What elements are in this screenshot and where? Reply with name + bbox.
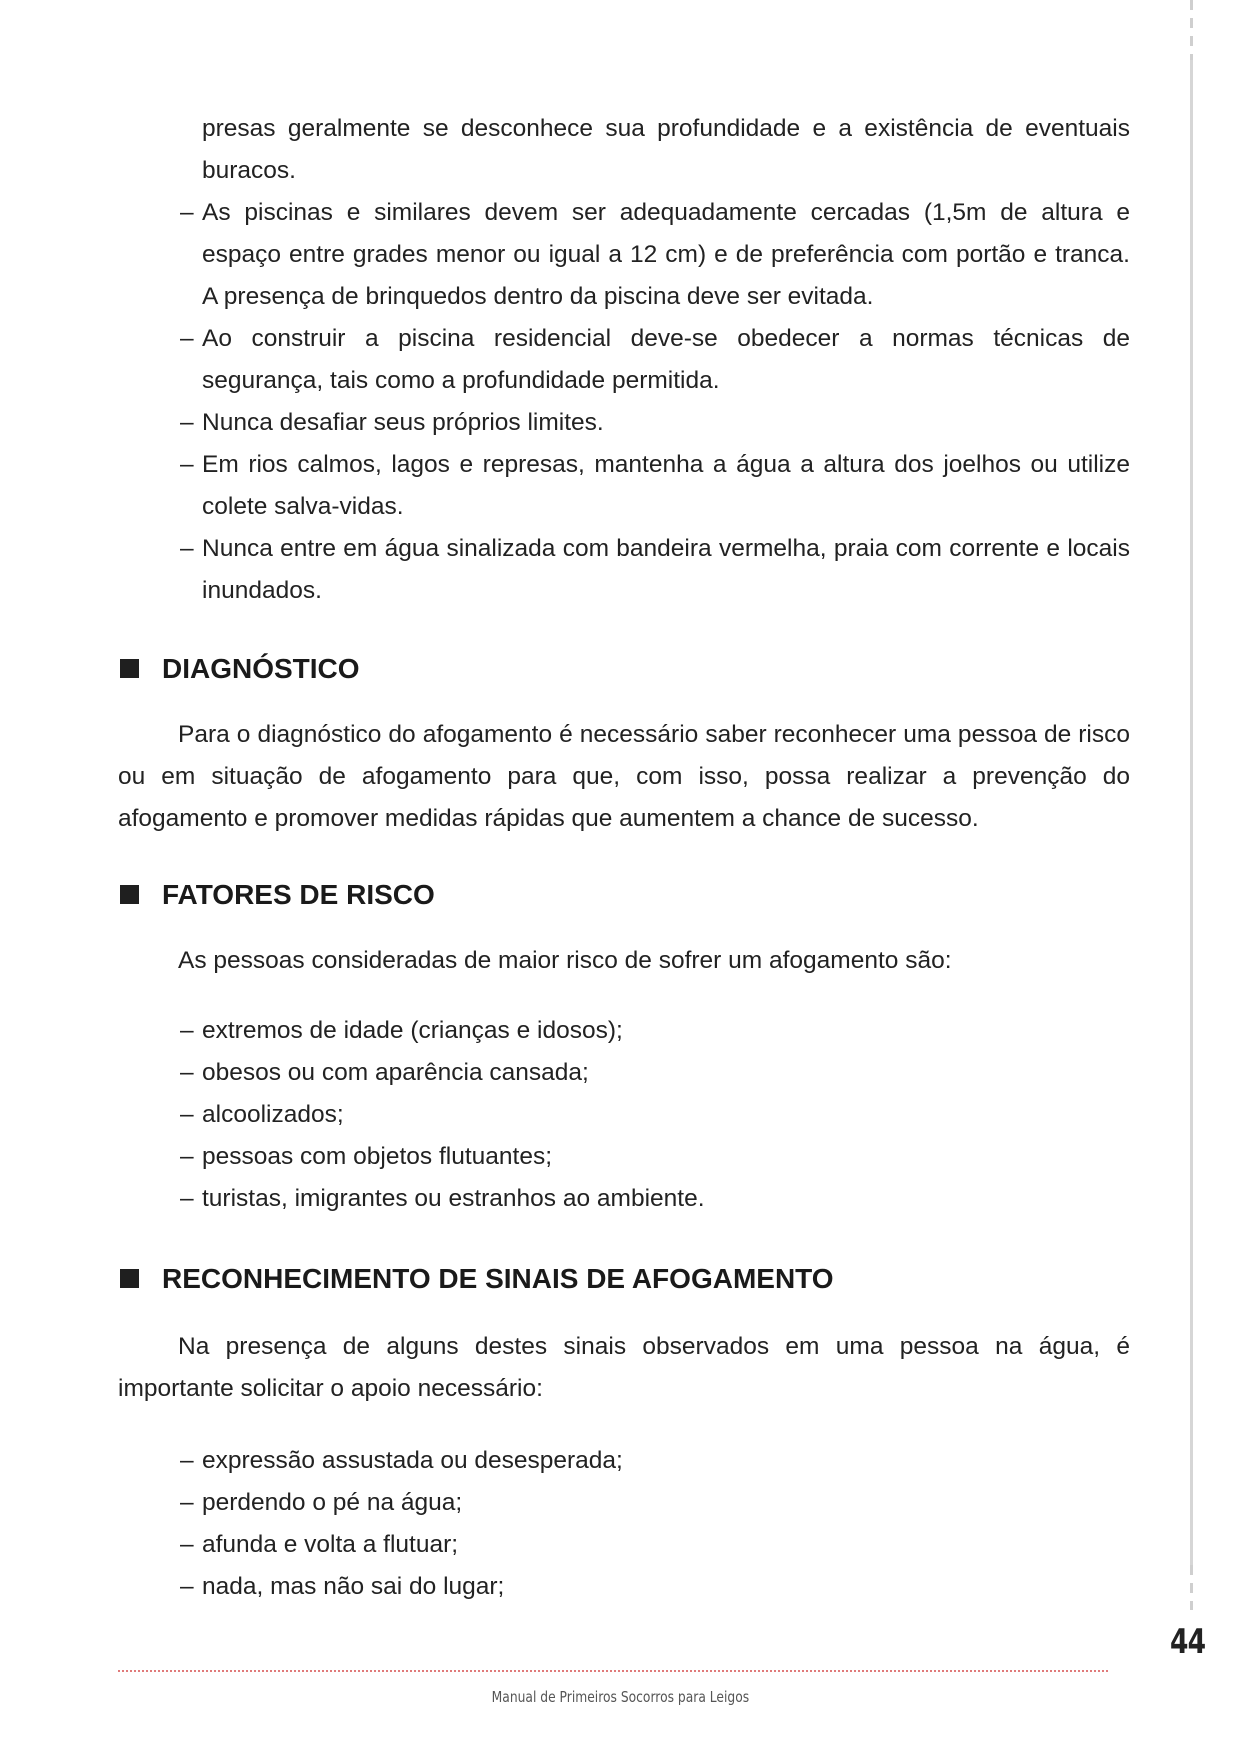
list-item-text: alcoolizados; [202,1101,344,1128]
list-item [118,318,1130,402]
list-item [118,1566,1130,1608]
section-heading-diagnostico [118,648,1130,690]
diagnostico-paragraph: Para o diagnóstico do afogamento é necessário saber reconhecer uma pessoa de risco ou em situação de afogamento para que, com isso, possa realizar a prevenção do afogamento e promover medidas rápidas que aumentem a chance de sucesso. [118,721,1130,832]
heading-text: RECONHECIMENTO DE SINAIS DE AFOGAMENTO [162,1263,834,1294]
margin-rule-top [1190,0,1193,60]
list-dash: – [180,409,194,436]
list-dash: – [180,451,194,478]
heading-text: FATORES DE RISCO [162,879,435,910]
fatores-paragraph: As pessoas consideradas de maior risco de sofrer um afogamento são: [178,947,952,974]
warning-signs-list [118,1440,1130,1608]
list-dash: – [180,1017,194,1044]
list-item-text: Nunca desafiar seus próprios limites. [202,409,604,436]
list-dash: – [180,1573,194,1600]
list-dash: – [180,1143,194,1170]
risk-factors-list [118,1010,1130,1220]
list-item [118,528,1130,612]
heading-square-icon [120,659,139,678]
prevention-list [118,108,1130,612]
page-content [118,108,1130,1608]
list-item-text: nada, mas não sai do lugar; [202,1573,505,1600]
heading-square-icon [120,1269,139,1288]
list-item [118,1524,1130,1566]
list-item-text: extremos de idade (crianças e idosos); [202,1017,623,1044]
page-number: 44 [1170,1622,1206,1662]
section-heading-fatores-de-risco [118,874,1130,916]
list-item-text: Ao construir a piscina residencial deve-se obedecer a normas técnicas de segurança, tais como a profundidade permitida. [202,325,1130,394]
list-dash: – [180,535,194,562]
list-item-text: pessoas com objetos flutuantes; [202,1143,553,1170]
list-item [118,1482,1130,1524]
margin-rule [1190,60,1193,1565]
list-item-text: obesos ou com aparência cansada; [202,1059,589,1086]
list-dash: – [180,1185,194,1212]
list-dash: – [180,325,194,352]
list-item-text: As piscinas e similares devem ser adequadamente cercadas (1,5m de altura e espaço entre grades menor ou igual a 12 cm) e de preferência com portão e tranca. A presença de brinquedos dentro da piscina deve ser evitada. [202,199,1130,310]
list-dash: – [180,1059,194,1086]
heading-square-icon [120,885,139,904]
list-dash: – [180,1489,194,1516]
list-item [118,108,1130,192]
list-item [118,1052,1130,1094]
list-item [118,1010,1130,1052]
heading-text: DIAGNÓSTICO [162,653,360,684]
footer-title: Manual de Primeiros Socorros para Leigos [491,1688,750,1706]
list-dash: – [180,1531,194,1558]
list-item [118,192,1130,318]
sinais-paragraph: Na presença de alguns destes sinais observados em uma pessoa na água, é importante solicitar o apoio necessário: [118,1333,1130,1402]
list-item-text: perdendo o pé na água; [202,1489,463,1516]
margin-rule-bottom [1190,1565,1193,1610]
list-dash: – [180,1101,194,1128]
list-item-text: Em rios calmos, lagos e represas, mantenha a água a altura dos joelhos ou utilize colete salva-vidas. [202,451,1130,520]
list-item [118,1136,1130,1178]
list-item-text: Nunca entre em água sinalizada com bandeira vermelha, praia com corrente e locais inundados. [202,535,1130,604]
list-item-text: afunda e volta a flutuar; [202,1531,459,1558]
list-item [118,444,1130,528]
section-heading-reconhecimento [118,1258,1130,1300]
list-item-text: expressão assustada ou desesperada; [202,1447,623,1474]
list-item [118,402,1130,444]
footer-divider [118,1670,1108,1672]
list-item [118,1178,1130,1220]
list-item-text: turistas, imigrantes ou estranhos ao ambiente. [202,1185,705,1212]
list-item [118,1094,1130,1136]
list-dash: – [180,1447,194,1474]
list-dash: – [180,199,194,226]
list-item-text: presas geralmente se desconhece sua profundidade e a existência de eventuais buracos. [202,115,1130,184]
list-item [118,1440,1130,1482]
